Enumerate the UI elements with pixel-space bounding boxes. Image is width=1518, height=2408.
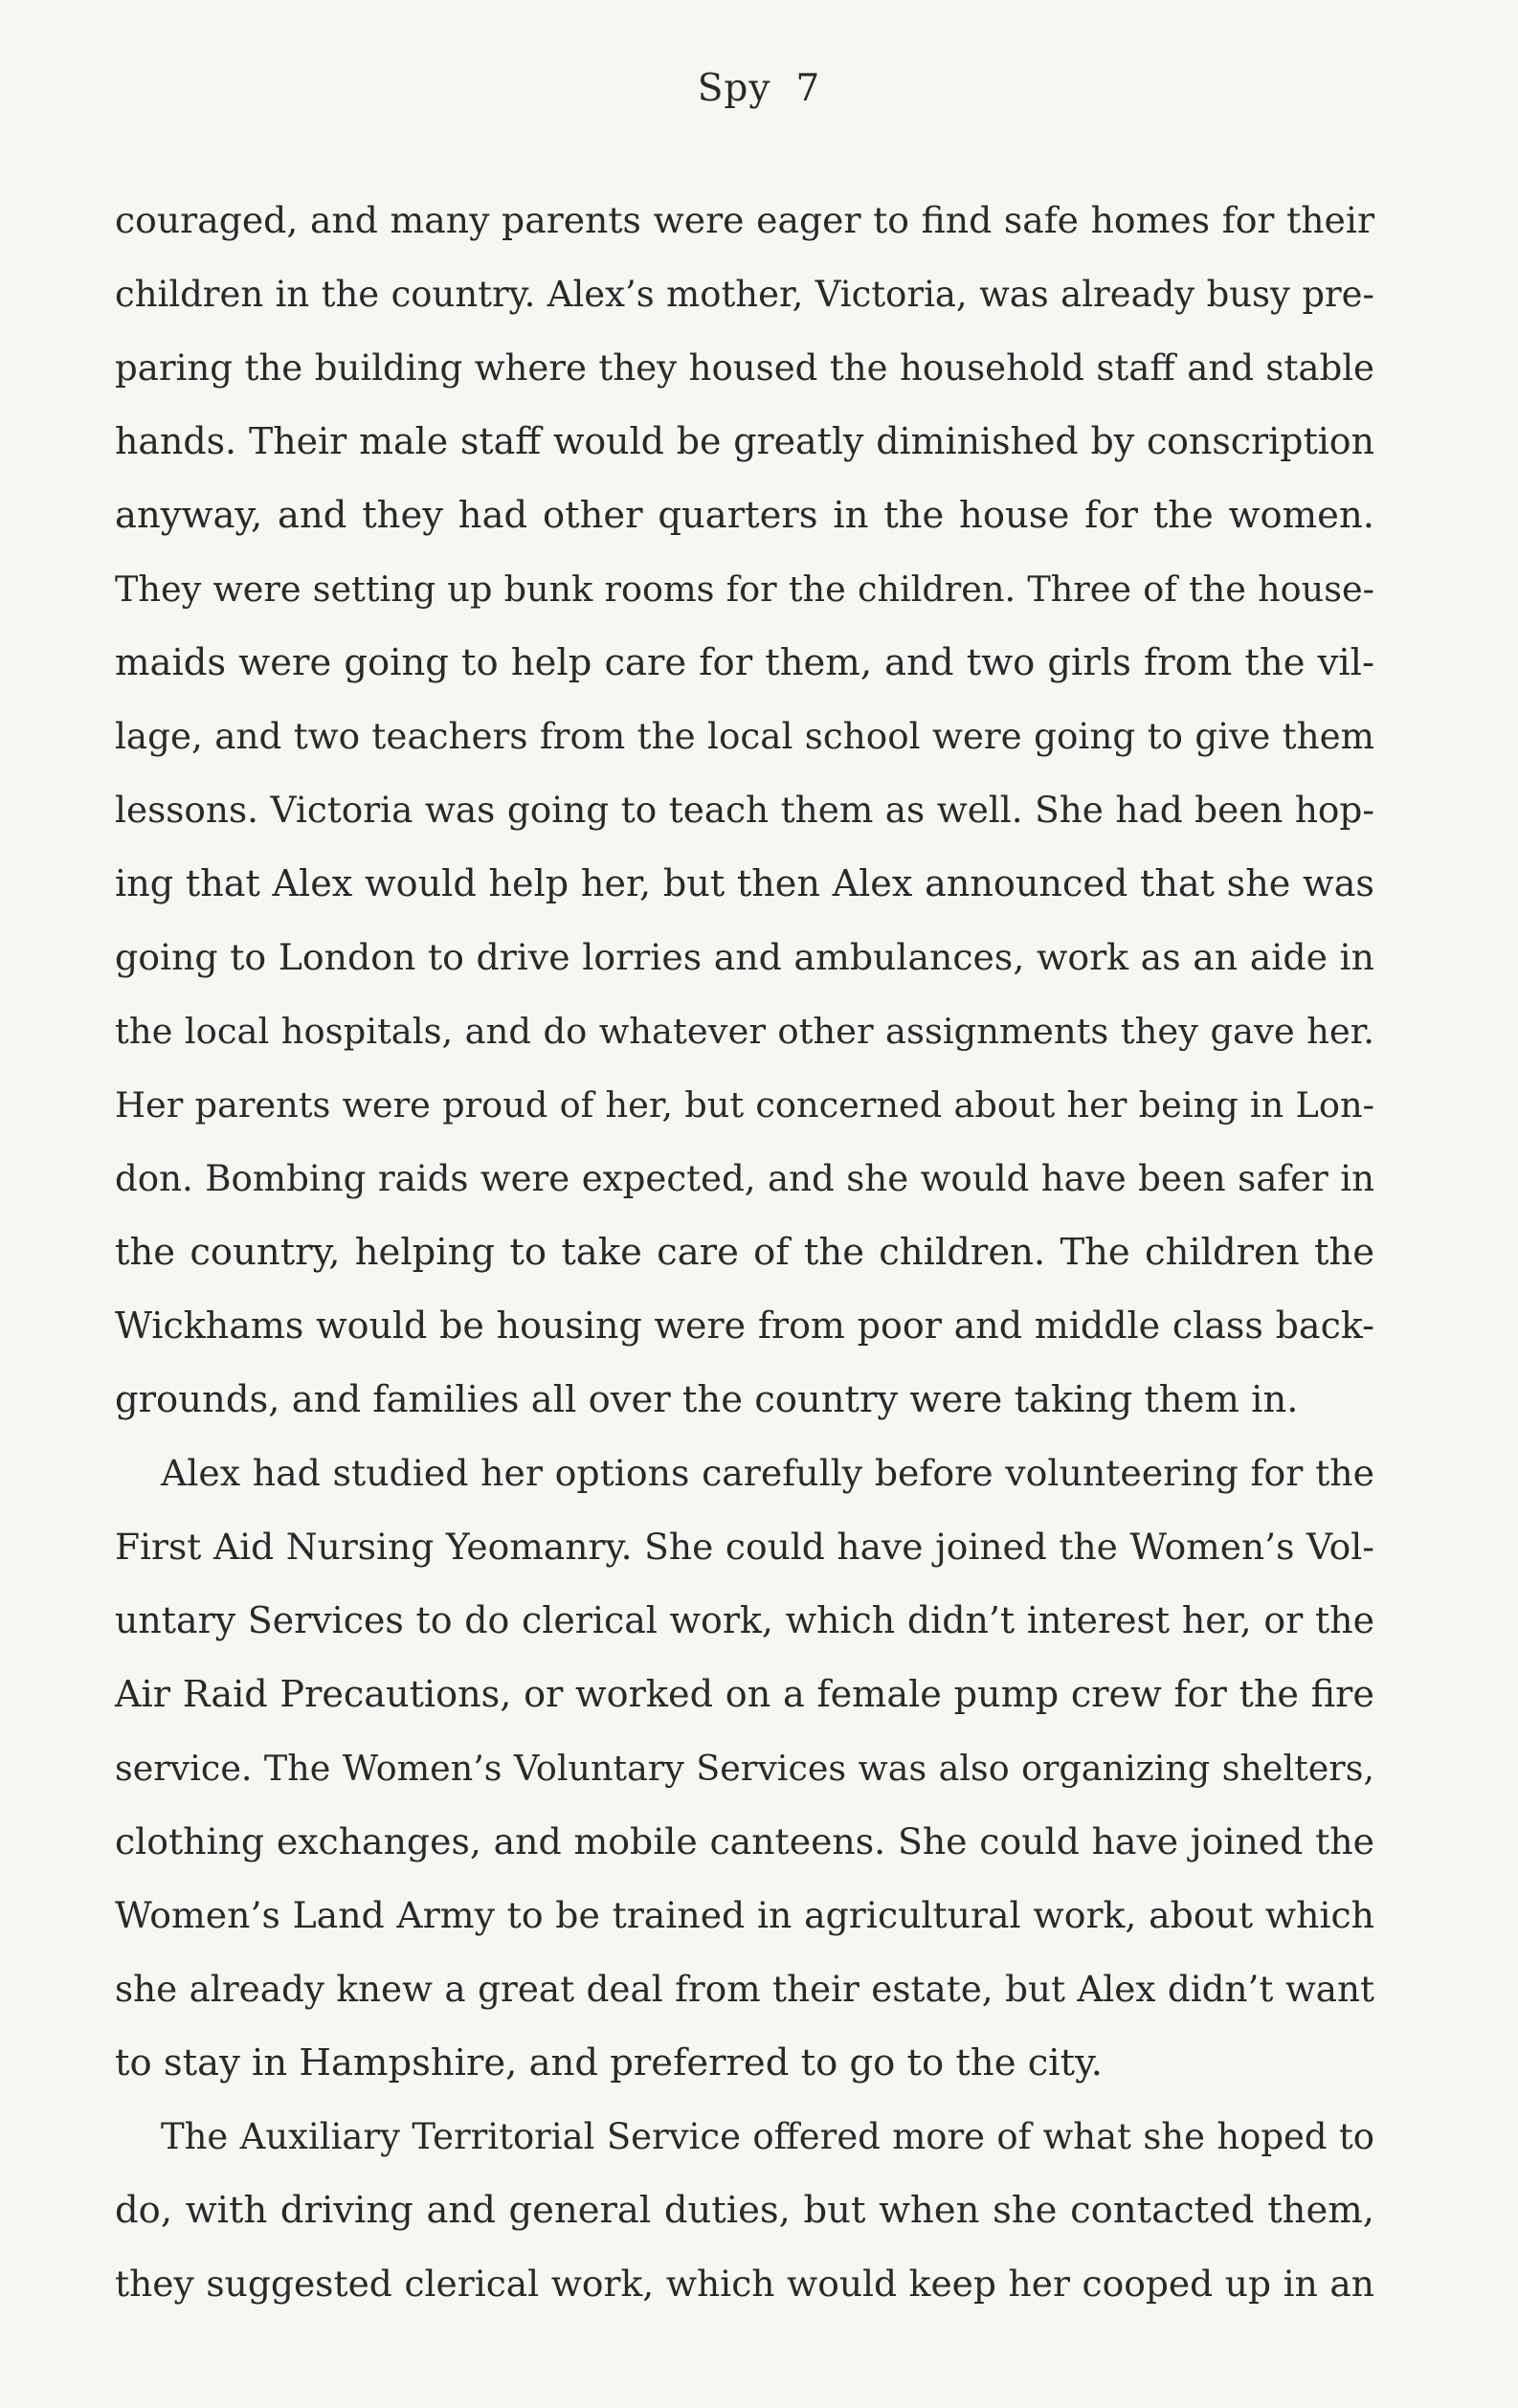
text-line: The Auxiliary Territorial Service offered more of what she hoped to <box>161 2116 1374 2157</box>
text-line: paring the building where they housed the household staff and stable <box>115 347 1374 389</box>
text-line: children in the country. Alex’s mother, Victoria, was already busy pre- <box>115 274 1374 315</box>
text-line: lage, and two teachers from the local school were going to give them <box>115 715 1374 757</box>
text-line: the local hospitals, and do whatever other assignments they gave her. <box>115 1011 1374 1052</box>
paragraph-1 <box>115 184 1374 1437</box>
paragraph-3 <box>115 2100 1374 2321</box>
text-line: Wickhams would be housing were from poor and middle class back- <box>115 1304 1374 1347</box>
text-line: ing that Alex would help her, but then Alex announced that she was <box>115 862 1374 904</box>
text-line: the country, helping to take care of the children. The children the <box>115 1231 1374 1274</box>
text-line: maids were going to help care for them, and two girls from the vil- <box>115 641 1374 684</box>
running-head-title: Spy <box>697 67 771 110</box>
text-line: Alex had studied her options carefully before volunteering for the <box>161 1452 1374 1494</box>
text-line: do, with driving and general duties, but when she contacted them, <box>115 2189 1374 2232</box>
text-line: they suggested clerical work, which would keep her cooped up in an <box>115 2263 1374 2305</box>
text-line: Women’s Land Army to be trained in agricultural work, about which <box>115 1894 1374 1936</box>
text-line: service. The Women’s Voluntary Services was also organizing shelters, <box>115 1748 1374 1789</box>
text-line: clothing exchanges, and mobile canteens. She could have joined the <box>115 1820 1374 1862</box>
text-line: to stay in Hampshire, and preferred to go to the city. <box>115 2041 1103 2085</box>
text-line: First Aid Nursing Yeomanry. She could have joined the Women’s Vol- <box>115 1526 1374 1568</box>
text-line: going to London to drive lorries and ambulances, work as an aide in <box>115 936 1374 978</box>
page-number: 7 <box>795 67 821 110</box>
text-line: lessons. Victoria was going to teach them as well. She had been hop- <box>115 789 1374 831</box>
paragraph-2 <box>115 1437 1374 2100</box>
text-line: she already knew a great deal from their estate, but Alex didn’t want <box>115 1968 1374 2010</box>
text-line: hands. Their male staff would be greatly diminished by conscription <box>115 420 1374 462</box>
text-line: couraged, and many parents were eager to find safe homes for their <box>115 199 1374 241</box>
text-line: Her parents were proud of her, but concerned about her being in Lon- <box>115 1084 1374 1126</box>
text-line: anyway, and they had other quarters in the house for the women. <box>115 494 1374 537</box>
text-line: don. Bombing raids were expected, and she would have been safer in <box>115 1158 1374 1199</box>
text-line: Air Raid Precautions, or worked on a female pump crew for the fire <box>115 1673 1374 1715</box>
text-line: grounds, and families all over the country were taking them in. <box>115 1378 1299 1421</box>
text-line: They were setting up bunk rooms for the children. Three of the house- <box>115 569 1374 610</box>
text-line: untary Services to do clerical work, which didn’t interest her, or the <box>115 1599 1374 1641</box>
body-text <box>115 184 1374 2321</box>
running-head <box>0 63 1518 115</box>
